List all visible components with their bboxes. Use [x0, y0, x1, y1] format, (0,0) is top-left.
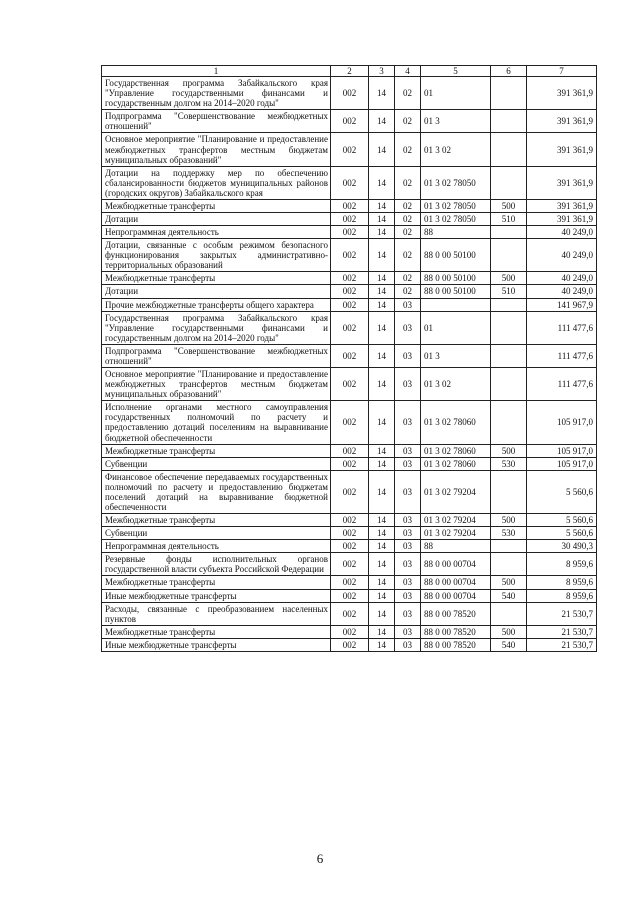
cell-amount: 21 530,7 [527, 638, 597, 651]
cell-target-article: 88 0 00 00704 [421, 576, 491, 589]
cell-amount: 40 249,0 [527, 239, 597, 272]
cell-subsection: 02 [395, 285, 421, 298]
cell-amount: 111 477,6 [527, 311, 597, 344]
cell-target-article: 88 0 00 50100 [421, 285, 491, 298]
cell-target-article: 01 3 02 [421, 133, 491, 166]
cell-subsection: 03 [395, 444, 421, 457]
cell-name: Государственная программа Забайкальского края "Управление государственными финансами и государственным долгом на 2014–2020 годы" [102, 311, 331, 344]
cell-target-article: 01 3 02 [421, 368, 491, 401]
cell-subsection: 03 [395, 298, 421, 311]
cell-section: 14 [369, 368, 395, 401]
cell-amount: 391 361,9 [527, 213, 597, 226]
table-row [102, 199, 597, 212]
table-row [102, 213, 597, 226]
cell-section: 14 [369, 344, 395, 367]
cell-amount: 105 917,0 [527, 444, 597, 457]
cell-section: 14 [369, 444, 395, 457]
header-cell: 4 [395, 66, 421, 77]
cell-expense-type [491, 133, 527, 166]
cell-name: Финансовое обеспечение передаваемых государственных полномочий по расчету и предоставлению бюджетам поселений дотаций на выравнивание бюджетной обеспеченности [102, 470, 331, 513]
cell-ministry: 002 [331, 527, 369, 540]
cell-section: 14 [369, 527, 395, 540]
cell-ministry: 002 [331, 298, 369, 311]
cell-ministry: 002 [331, 311, 369, 344]
table-row [102, 576, 597, 589]
cell-section: 14 [369, 576, 395, 589]
cell-ministry: 002 [331, 239, 369, 272]
table-row [102, 344, 597, 367]
table-row [102, 226, 597, 239]
cell-target-article: 01 3 02 78050 [421, 213, 491, 226]
table-row [102, 272, 597, 285]
cell-ministry: 002 [331, 444, 369, 457]
table-row [102, 527, 597, 540]
cell-subsection: 03 [395, 514, 421, 527]
cell-name: Непрограммная деятельность [102, 226, 331, 239]
table-row [102, 166, 597, 199]
table-row [102, 285, 597, 298]
cell-ministry: 002 [331, 457, 369, 470]
cell-target-article: 01 3 02 78050 [421, 166, 491, 199]
table-row [102, 638, 597, 651]
cell-subsection: 02 [395, 272, 421, 285]
cell-target-article: 01 3 02 78060 [421, 401, 491, 444]
cell-amount: 391 361,9 [527, 77, 597, 110]
cell-name: Межбюджетные трансферты [102, 514, 331, 527]
cell-ministry: 002 [331, 576, 369, 589]
cell-subsection: 02 [395, 213, 421, 226]
cell-section: 14 [369, 457, 395, 470]
header-cell: 1 [102, 66, 331, 77]
header-cell: 5 [421, 66, 491, 77]
cell-target-article: 88 0 00 78520 [421, 602, 491, 625]
cell-expense-type: 510 [491, 285, 527, 298]
cell-target-article: 88 0 00 50100 [421, 239, 491, 272]
cell-ministry: 002 [331, 638, 369, 651]
cell-subsection: 03 [395, 638, 421, 651]
cell-expense-type: 500 [491, 514, 527, 527]
cell-expense-type: 500 [491, 576, 527, 589]
cell-subsection: 02 [395, 77, 421, 110]
table-row [102, 311, 597, 344]
cell-ministry: 002 [331, 166, 369, 199]
cell-name: Межбюджетные трансферты [102, 444, 331, 457]
cell-expense-type [491, 166, 527, 199]
cell-name: Исполнение органами местного самоуправления государственных полномочий по расчету и предоставлению дотаций поселениям на выравнивание бюджетной обеспеченности [102, 401, 331, 444]
cell-expense-type [491, 344, 527, 367]
cell-amount: 105 917,0 [527, 401, 597, 444]
cell-amount: 391 361,9 [527, 199, 597, 212]
table-row [102, 625, 597, 638]
table-row [102, 77, 597, 110]
table-row [102, 110, 597, 133]
cell-ministry: 002 [331, 199, 369, 212]
cell-name: Субвенции [102, 527, 331, 540]
cell-name: Иные межбюджетные трансферты [102, 638, 331, 651]
cell-expense-type: 500 [491, 199, 527, 212]
cell-target-article: 88 [421, 226, 491, 239]
cell-amount: 111 477,6 [527, 344, 597, 367]
cell-section: 14 [369, 272, 395, 285]
cell-section: 14 [369, 470, 395, 513]
header-cell: 3 [369, 66, 395, 77]
cell-name: Дотации, связанные с особым режимом безопасного функционирования закрытых административно-территориальных образований [102, 239, 331, 272]
cell-subsection: 03 [395, 344, 421, 367]
cell-expense-type [491, 77, 527, 110]
table-row [102, 514, 597, 527]
cell-ministry: 002 [331, 401, 369, 444]
cell-ministry: 002 [331, 213, 369, 226]
cell-target-article: 01 3 02 79204 [421, 470, 491, 513]
cell-expense-type: 530 [491, 527, 527, 540]
cell-name: Дотации [102, 213, 331, 226]
page-number: 6 [316, 851, 324, 866]
cell-subsection: 03 [395, 553, 421, 576]
cell-amount: 105 917,0 [527, 457, 597, 470]
cell-expense-type [491, 298, 527, 311]
cell-target-article: 01 3 02 79204 [421, 514, 491, 527]
table-row [102, 457, 597, 470]
table-row [102, 470, 597, 513]
table-row [102, 540, 597, 553]
cell-amount: 21 530,7 [527, 625, 597, 638]
cell-section: 14 [369, 553, 395, 576]
header-cell: 6 [491, 66, 527, 77]
cell-expense-type [491, 226, 527, 239]
cell-expense-type: 510 [491, 213, 527, 226]
cell-name: Расходы, связанные с преобразованием населенных пунктов [102, 602, 331, 625]
cell-expense-type [491, 401, 527, 444]
cell-target-article: 01 [421, 77, 491, 110]
cell-subsection: 02 [395, 133, 421, 166]
cell-section: 14 [369, 213, 395, 226]
header-row [102, 66, 597, 77]
cell-section: 14 [369, 298, 395, 311]
cell-name: Подпрограмма "Совершенствование межбюджетных отношений" [102, 344, 331, 367]
cell-ministry: 002 [331, 470, 369, 513]
cell-expense-type: 540 [491, 589, 527, 602]
budget-table [101, 65, 597, 652]
cell-section: 14 [369, 602, 395, 625]
table-row [102, 444, 597, 457]
cell-name: Дотации [102, 285, 331, 298]
cell-name: Резервные фонды исполнительных органов государственной власти субъекта Российской Федерации [102, 553, 331, 576]
cell-expense-type [491, 110, 527, 133]
cell-subsection: 02 [395, 166, 421, 199]
cell-subsection: 03 [395, 311, 421, 344]
cell-section: 14 [369, 625, 395, 638]
cell-name: Прочие межбюджетные трансферты общего характера [102, 298, 331, 311]
cell-ministry: 002 [331, 110, 369, 133]
cell-name: Межбюджетные трансферты [102, 576, 331, 589]
cell-target-article [421, 298, 491, 311]
cell-section: 14 [369, 311, 395, 344]
cell-amount: 30 490,3 [527, 540, 597, 553]
cell-amount: 141 967,9 [527, 298, 597, 311]
cell-target-article: 01 3 02 78060 [421, 457, 491, 470]
cell-ministry: 002 [331, 589, 369, 602]
cell-subsection: 03 [395, 625, 421, 638]
cell-subsection: 03 [395, 470, 421, 513]
cell-name: Дотации на поддержку мер по обеспечению сбалансированности бюджетов муниципальных районов (городских округов) Забайкальского края [102, 166, 331, 199]
table-row [102, 553, 597, 576]
cell-ministry: 002 [331, 602, 369, 625]
cell-section: 14 [369, 199, 395, 212]
cell-expense-type: 540 [491, 638, 527, 651]
cell-subsection: 03 [395, 589, 421, 602]
cell-amount: 8 959,6 [527, 589, 597, 602]
cell-target-article: 01 3 02 78050 [421, 199, 491, 212]
cell-target-article: 01 [421, 311, 491, 344]
cell-amount: 391 361,9 [527, 110, 597, 133]
cell-ministry: 002 [331, 226, 369, 239]
header-cell: 7 [527, 66, 597, 77]
cell-target-article: 01 3 [421, 344, 491, 367]
cell-expense-type [491, 540, 527, 553]
cell-target-article: 01 3 02 78060 [421, 444, 491, 457]
cell-amount: 5 560,6 [527, 527, 597, 540]
cell-subsection: 02 [395, 199, 421, 212]
cell-expense-type [491, 602, 527, 625]
cell-amount: 391 361,9 [527, 133, 597, 166]
cell-target-article: 01 3 [421, 110, 491, 133]
cell-ministry: 002 [331, 272, 369, 285]
cell-amount: 40 249,0 [527, 285, 597, 298]
cell-ministry: 002 [331, 553, 369, 576]
cell-expense-type [491, 368, 527, 401]
cell-subsection: 03 [395, 368, 421, 401]
cell-amount: 40 249,0 [527, 226, 597, 239]
cell-section: 14 [369, 638, 395, 651]
cell-expense-type: 500 [491, 444, 527, 457]
cell-amount: 8 959,6 [527, 553, 597, 576]
cell-amount: 5 560,6 [527, 470, 597, 513]
table-row [102, 368, 597, 401]
cell-subsection: 02 [395, 110, 421, 133]
table-body [102, 77, 597, 652]
cell-name: Подпрограмма "Совершенствование межбюджетных отношений" [102, 110, 331, 133]
cell-subsection: 03 [395, 527, 421, 540]
cell-expense-type: 500 [491, 625, 527, 638]
header-cell: 2 [331, 66, 369, 77]
cell-section: 14 [369, 540, 395, 553]
cell-section: 14 [369, 239, 395, 272]
cell-ministry: 002 [331, 368, 369, 401]
table-row [102, 298, 597, 311]
cell-target-article: 88 0 00 78520 [421, 638, 491, 651]
cell-ministry: 002 [331, 625, 369, 638]
cell-section: 14 [369, 285, 395, 298]
cell-section: 14 [369, 166, 395, 199]
cell-target-article: 88 0 00 78520 [421, 625, 491, 638]
table-row [102, 401, 597, 444]
cell-expense-type: 500 [491, 272, 527, 285]
table-row [102, 589, 597, 602]
cell-ministry: 002 [331, 514, 369, 527]
cell-target-article: 88 0 00 50100 [421, 272, 491, 285]
cell-section: 14 [369, 589, 395, 602]
cell-amount: 391 361,9 [527, 166, 597, 199]
cell-amount: 111 477,6 [527, 368, 597, 401]
cell-amount: 21 530,7 [527, 602, 597, 625]
cell-subsection: 02 [395, 239, 421, 272]
cell-name: Межбюджетные трансферты [102, 199, 331, 212]
cell-target-article: 88 [421, 540, 491, 553]
cell-ministry: 002 [331, 540, 369, 553]
cell-subsection: 03 [395, 540, 421, 553]
table-row [102, 239, 597, 272]
table-row [102, 602, 597, 625]
cell-subsection: 03 [395, 576, 421, 589]
cell-target-article: 88 0 00 00704 [421, 589, 491, 602]
cell-amount: 40 249,0 [527, 272, 597, 285]
cell-section: 14 [369, 110, 395, 133]
cell-name: Иные межбюджетные трансферты [102, 589, 331, 602]
cell-section: 14 [369, 514, 395, 527]
cell-target-article: 01 3 02 79204 [421, 527, 491, 540]
cell-name: Государственная программа Забайкальского края "Управление государственными финансами и государственным долгом на 2014–2020 годы" [102, 77, 331, 110]
cell-expense-type [491, 470, 527, 513]
cell-name: Основное мероприятие "Планирование и предоставление межбюджетных трансфертов местным бюджетам муниципальных образований" [102, 368, 331, 401]
table-row [102, 133, 597, 166]
cell-ministry: 002 [331, 285, 369, 298]
cell-name: Субвенции [102, 457, 331, 470]
cell-section: 14 [369, 401, 395, 444]
cell-subsection: 02 [395, 226, 421, 239]
cell-section: 14 [369, 226, 395, 239]
cell-name: Межбюджетные трансферты [102, 272, 331, 285]
cell-expense-type [491, 239, 527, 272]
cell-amount: 5 560,6 [527, 514, 597, 527]
cell-expense-type [491, 311, 527, 344]
cell-ministry: 002 [331, 344, 369, 367]
cell-section: 14 [369, 133, 395, 166]
cell-expense-type: 530 [491, 457, 527, 470]
cell-name: Основное мероприятие "Планирование и предоставление межбюджетных трансфертов местным бюджетам муниципальных образований" [102, 133, 331, 166]
cell-amount: 8 959,6 [527, 576, 597, 589]
cell-section: 14 [369, 77, 395, 110]
cell-subsection: 03 [395, 457, 421, 470]
cell-ministry: 002 [331, 77, 369, 110]
cell-expense-type [491, 553, 527, 576]
cell-name: Непрограммная деятельность [102, 540, 331, 553]
cell-name: Межбюджетные трансферты [102, 625, 331, 638]
cell-subsection: 03 [395, 602, 421, 625]
cell-ministry: 002 [331, 133, 369, 166]
cell-subsection: 03 [395, 401, 421, 444]
cell-target-article: 88 0 00 00704 [421, 553, 491, 576]
